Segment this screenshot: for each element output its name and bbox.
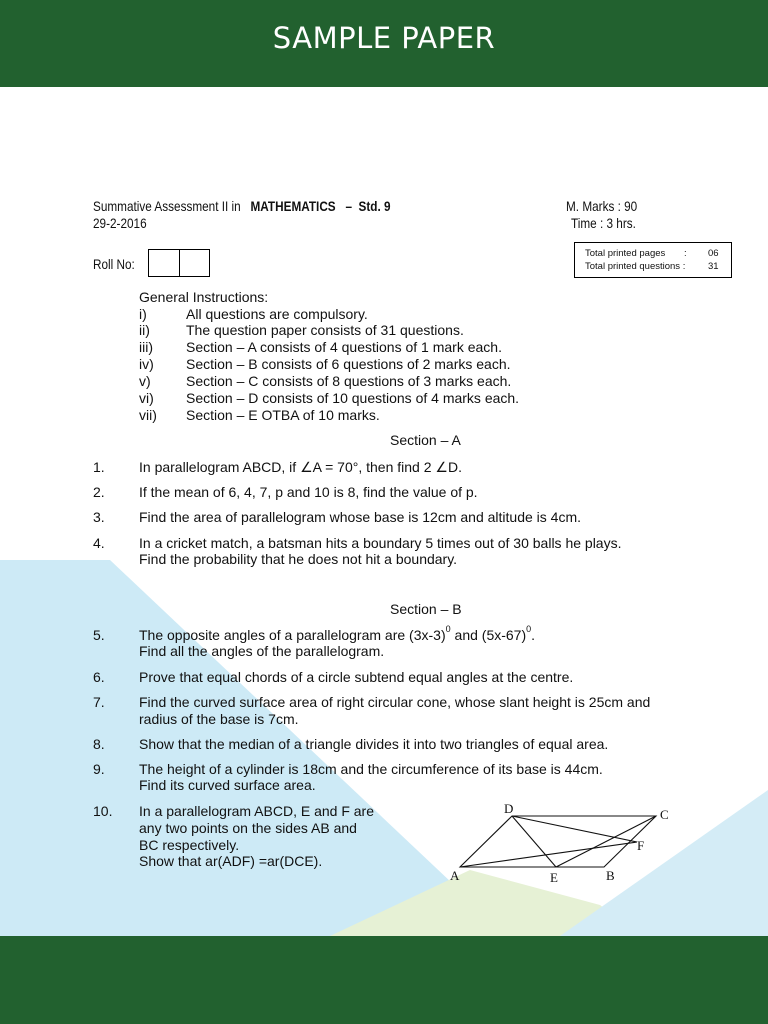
instructions-heading: General Instructions:: [139, 289, 269, 305]
exam-time: Time : 3 hrs.: [571, 215, 636, 231]
questions-label: Total printed questions :: [585, 261, 686, 272]
exam-date: 29-2-2016: [93, 215, 147, 231]
instruction-text: Section – D consists of 10 questions of 4 marks each.: [186, 390, 520, 406]
instruction-number: vi): [139, 390, 154, 406]
angle-symbol: ∠: [435, 459, 448, 475]
question-text: Show that the median of a triangle divides it into two triangles of equal area.: [139, 736, 609, 752]
question-text-line: Find the probability that he does not hit a boundary.: [139, 551, 458, 567]
degree-superscript: 0: [445, 624, 451, 635]
question-number: 9.: [93, 761, 105, 777]
question-text-line: The opposite angles of a parallelogram are $(3x-3)^0$ and $(5x-67)^0$.: [139, 624, 536, 643]
vertex-label-c: C: [660, 807, 669, 822]
footer-band: [0, 936, 768, 1024]
assessment-line: [93, 198, 391, 214]
vertex-label-b: B: [606, 868, 615, 883]
vertex-label-d: D: [504, 801, 514, 816]
instruction-number: ii): [139, 322, 150, 338]
instruction-text: Section – A consists of 4 questions of 1 mark each.: [186, 339, 502, 355]
subject-dash: –: [345, 198, 353, 214]
question-text-line: The height of a cylinder is 18cm and the circumference of its base is 44cm.: [139, 761, 603, 777]
vertex-label-a: A: [450, 868, 460, 883]
vertex-label-e: E: [550, 870, 558, 885]
angle-symbol: ∠: [300, 459, 313, 475]
question-text: Prove that equal chords of a circle subtend equal angles at the centre.: [139, 669, 574, 685]
instruction-number: vii): [139, 407, 157, 423]
question-text-line: Find its curved surface area.: [139, 777, 316, 793]
header-band: [0, 0, 768, 87]
paper-info-box: [574, 242, 732, 278]
question-text-line: BC respectively.: [139, 837, 240, 853]
question-number: 7.: [93, 694, 105, 710]
instruction-text: Section – B consists of 6 questions of 2 marks each.: [186, 356, 511, 372]
section-a-title: Section – A: [390, 432, 461, 448]
parallelogram-diagram: [440, 800, 680, 890]
questions-value: 31: [708, 261, 719, 272]
question-text: Find the area of parallelogram whose base is 12cm and altitude is 4cm.: [139, 509, 582, 525]
instruction-text: Section – E OTBA of 10 marks.: [186, 407, 380, 423]
question-number: 3.: [93, 509, 105, 525]
question-text: In parallelogram ABCD, if ∠A = 70°, then find 2 ∠D.: [139, 459, 462, 475]
question-number: 2.: [93, 484, 105, 500]
question-text-line: any two points on the sides AB and: [139, 820, 357, 836]
question-number: 1.: [93, 459, 105, 475]
roll-number-box: [148, 249, 210, 277]
instruction-text: The question paper consists of 31 questions.: [186, 322, 464, 338]
instruction-number: iii): [139, 339, 153, 355]
instruction-text: Section – C consists of 8 questions of 3 marks each.: [186, 373, 512, 389]
assessment-label: Summative Assessment II in: [93, 198, 241, 214]
question-number: 10.: [93, 803, 113, 819]
pages-label: Total printed pages: [585, 248, 666, 259]
instruction-number: iv): [139, 356, 154, 372]
pages-value: 06: [708, 248, 719, 259]
question-text-line: Show that ar(ADF) =ar(DCE).: [139, 853, 323, 869]
instruction-text: All questions are compulsory.: [186, 306, 368, 322]
roll-number-label: Roll No:: [93, 256, 135, 272]
question-text-line: radius of the base is 7cm.: [139, 711, 299, 727]
question-number: 5.: [93, 627, 105, 643]
std-label: Std. 9: [358, 198, 391, 214]
question-text-line: Find all the angles of the parallelogram.: [139, 643, 385, 659]
question-text-line: In a parallelogram ABCD, E and F are: [139, 803, 375, 819]
page-title: SAMPLE PAPER: [272, 21, 496, 55]
instruction-number: v): [139, 373, 151, 389]
degree-superscript: 0: [526, 624, 532, 635]
question-number: 4.: [93, 535, 105, 551]
question-text: If the mean of 6, 4, 7, p and 10 is 8, find the value of p.: [139, 484, 478, 500]
vertex-label-f: F: [637, 838, 645, 853]
segment-af: [460, 842, 637, 867]
section-b-title: Section – B: [390, 601, 462, 617]
question-number: 8.: [93, 736, 105, 752]
question-text-line: In a cricket match, a batsman hits a boundary 5 times out of 30 balls he plays.: [139, 535, 622, 551]
instruction-number: i): [139, 306, 147, 322]
question-number: 6.: [93, 669, 105, 685]
subject-label: MATHEMATICS: [250, 198, 336, 214]
question-text-line: Find the curved surface area of right circular cone, whose slant height is 25cm and: [139, 694, 651, 710]
pages-separator: :: [684, 248, 687, 259]
parallelogram-abcd: [460, 816, 656, 867]
max-marks: M. Marks : 90: [566, 198, 638, 214]
